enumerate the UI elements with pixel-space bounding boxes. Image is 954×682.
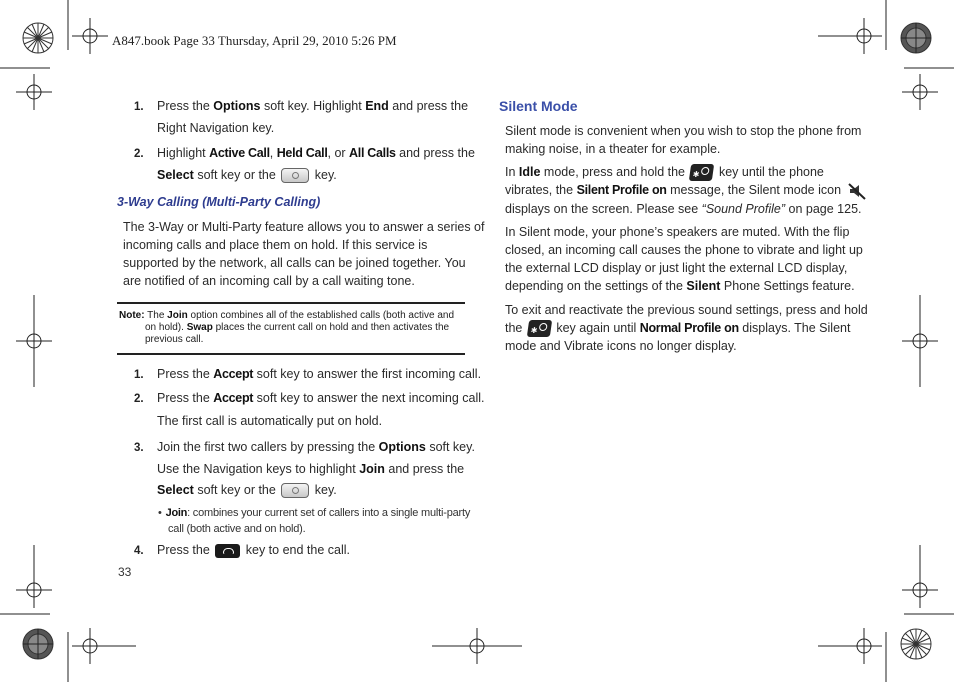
para-line: In Silent mode, your phone’s speakers are muted. With the flip [505, 225, 850, 239]
step-number: 2. [134, 148, 144, 160]
normal-profile-word: Normal Profile on [639, 321, 739, 335]
text: Highlight [157, 146, 210, 160]
step2-1 [134, 365, 482, 384]
para-line: are notified of an incoming call by a call waiting tone. [123, 274, 415, 288]
para-line: incoming calls and place them on hold. If this service is [123, 238, 428, 252]
text: key until the phone [715, 165, 824, 179]
step2-3-line-2 [157, 460, 464, 478]
text: Join the first two callers by pressing the [157, 440, 379, 454]
select-key-icon [281, 168, 309, 183]
text: previous call. [145, 334, 204, 345]
star-key-icon [527, 320, 552, 337]
text: : combines your current set of callers into a single multi-party [187, 507, 471, 519]
step2-2-line-2: The first call is automatically put on hold. [157, 414, 383, 428]
threeway-heading: 3-Way Calling (Multi-Party Calling) [117, 195, 321, 209]
step-number: 4. [134, 545, 144, 557]
bullet-join-line-2: call (both active and on hold). [168, 523, 306, 535]
options-word: Options [378, 440, 426, 454]
text: displays. The Silent [738, 321, 851, 335]
text: soft key or the [193, 168, 280, 182]
para-line: To exit and reactivate the previous sound settings, press and hold [505, 303, 868, 317]
text: key. [311, 168, 337, 182]
swap-word: Swap [186, 322, 213, 333]
step-number: 1. [134, 369, 144, 381]
bold-term: Held Call [276, 146, 328, 160]
silent-para-2 [505, 163, 869, 218]
join-word: Join [359, 462, 385, 476]
step2-2 [134, 389, 485, 408]
sound-profile-ref: “Sound Profile” [701, 201, 786, 216]
select-word: Select [157, 168, 194, 182]
text: on hold). [145, 322, 187, 333]
text: mode, press and hold the [540, 165, 689, 179]
silent-para-1 [505, 122, 861, 158]
text: depending on the settings of the [505, 279, 687, 293]
text: key. [311, 483, 337, 497]
para-line: supported by the network, all calls can be joined together. You [123, 256, 466, 270]
silent-mode-heading: Silent Mode [499, 98, 578, 114]
bullet-join [158, 505, 470, 521]
text: Press the [157, 543, 214, 557]
text: , [269, 146, 277, 160]
bold-term: All Calls [349, 146, 396, 160]
page-number: 33 [118, 565, 132, 579]
text: option combines all of the established calls (both active and [187, 310, 455, 321]
text: on page 125. [785, 201, 862, 216]
idle-word: Idle [518, 165, 541, 179]
text: and press the [388, 99, 469, 113]
text: the [505, 321, 526, 335]
text: soft key. Highlight [260, 99, 366, 113]
para-line: mode and Vibrate icons no longer display. [505, 339, 737, 354]
text: soft key. [425, 440, 475, 454]
select-key-icon [281, 483, 309, 498]
step2-4 [134, 541, 350, 560]
bold-term: Active Call [209, 146, 270, 160]
threeway-paragraph [123, 218, 484, 290]
text: Press the [157, 391, 214, 405]
bullet-dot: • [158, 507, 162, 519]
step-1 [134, 97, 469, 116]
step-number: 1. [134, 101, 144, 113]
silent-mode-icon [847, 182, 867, 200]
para-line: Silent mode is convenient when you wish to stop the phone from [505, 124, 862, 138]
silent-para-3 [505, 223, 863, 295]
silent-para-4 [505, 301, 868, 355]
para-line: making noise, in a theater for example. [505, 142, 721, 156]
bold-term: Options [213, 99, 261, 113]
star-key-icon [689, 164, 714, 181]
step2-3 [134, 438, 475, 457]
step-number: 3. [134, 442, 144, 454]
silent-word: Silent [686, 279, 721, 293]
text: soft key or the [193, 483, 280, 497]
step-2 [134, 144, 475, 163]
text: key to end the call. [242, 543, 350, 557]
text: The [144, 310, 168, 321]
accept-word: Accept [213, 391, 254, 405]
end-key-icon [215, 544, 240, 558]
note-label: Note: [119, 310, 145, 321]
para-line: closed, an incoming call causes the phone to vibrate and light up [505, 243, 863, 257]
text: Press the [157, 99, 214, 113]
bold-term: End [365, 99, 389, 113]
silent-profile-word: Silent Profile on [576, 183, 667, 198]
step-1-line-2: Right Navigation key. [157, 121, 275, 135]
note-bottom-rule [117, 353, 465, 355]
text: message, the Silent mode icon [666, 183, 842, 198]
step-number: 2. [134, 393, 144, 405]
text: and press the [395, 146, 475, 160]
step-text [157, 97, 468, 115]
text: Use the Navigation keys to highlight [157, 462, 360, 476]
para-line: the external LCD display or just light the external LCD display, [505, 261, 848, 275]
text: Press the [157, 367, 214, 381]
text: and press the [384, 462, 465, 476]
text: key again until [552, 321, 640, 335]
text: places the current call on hold and then activates the [212, 322, 450, 333]
join-word: Join [165, 507, 188, 519]
text: Phone Settings feature. [720, 279, 855, 293]
text: soft key to answer the first incoming call. [253, 367, 482, 381]
accept-word: Accept [213, 367, 254, 381]
step2-3-line-3 [157, 481, 337, 499]
book-header: A847.book Page 33 Thursday, April 29, 2010 5:26 PM [112, 33, 397, 48]
step-2-line-2 [157, 166, 337, 184]
join-word: Join [167, 310, 188, 321]
note-box [119, 310, 454, 346]
step-text [157, 144, 475, 162]
text: vibrates, the [505, 183, 577, 198]
note-top-rule [117, 302, 465, 304]
text: displays on the screen. Please see [505, 201, 702, 216]
para-line: The 3-Way or Multi-Party feature allows you to answer a series of [123, 220, 485, 234]
text: , or [327, 146, 350, 160]
select-word: Select [157, 483, 194, 497]
text: soft key to answer the next incoming call. [253, 391, 485, 405]
text: In [505, 165, 519, 179]
